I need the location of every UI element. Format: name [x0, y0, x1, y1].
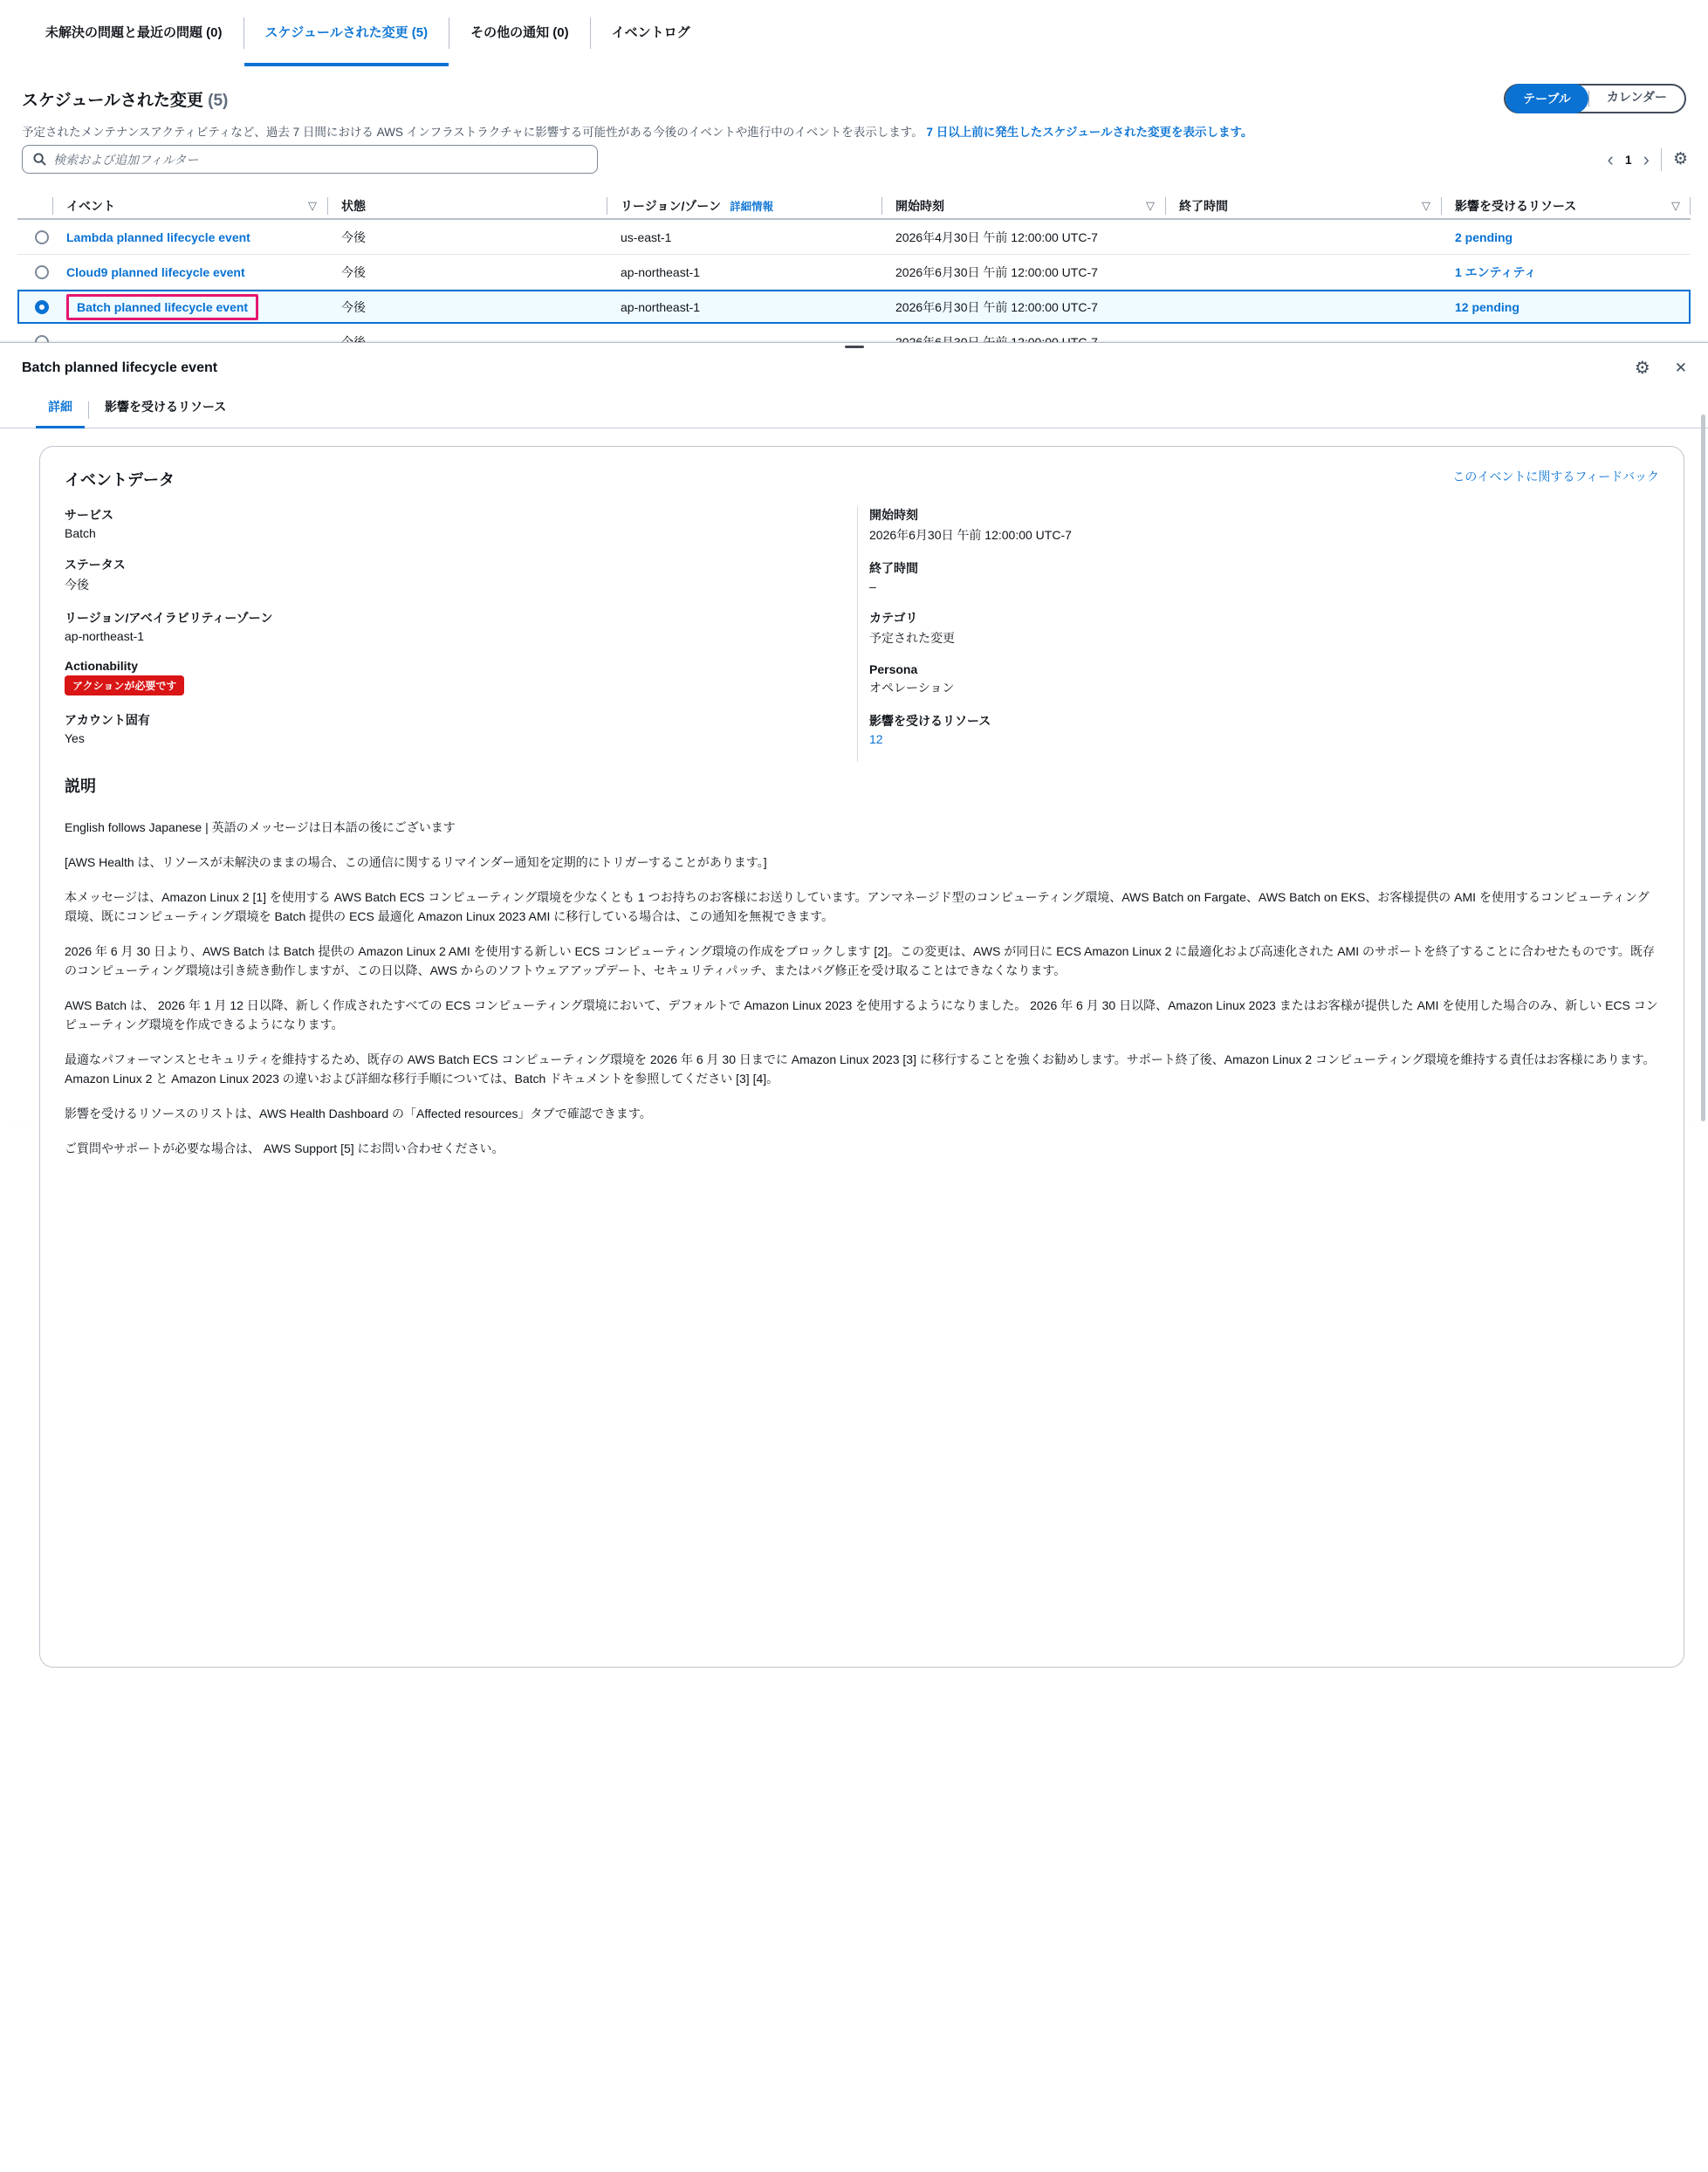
status-cell: 今後: [341, 264, 366, 279]
table-row[interactable]: [17, 220, 1691, 255]
panel-tab-bar: [0, 398, 1708, 428]
column-header-status[interactable]: [327, 194, 607, 218]
table-settings-gear-icon[interactable]: ⚙: [1672, 150, 1688, 168]
field-actionability: [65, 659, 857, 695]
field-label: ステータス: [65, 558, 126, 572]
event-data-title: イベントデータ: [65, 471, 175, 489]
panel-settings-gear-icon[interactable]: ⚙: [1634, 359, 1650, 378]
field-label: Actionability: [65, 659, 139, 673]
column-label: イベント: [66, 199, 115, 213]
status-cell: 今後: [341, 299, 366, 314]
tab-scheduled-changes[interactable]: スケジュールされた変更 (5): [244, 0, 449, 66]
event-data-grid: [65, 506, 1659, 762]
panel-tab-affected-resources[interactable]: 影響を受けるリソース: [105, 400, 227, 414]
description-paragraph: 本メッセージは、Amazon Linux 2 [1] を使用する AWS Batch ECS コンピューティング環境を少なくとも 1 つお持ちのお客様にお送りしています。アンマネージド型のコンピューティング環境、AWS Batch on Fargate、AWS Batch on EKS、お客様提供の AMI を使用するコンピューティング環境、既にコンピューティング環境を Batch 提供の ECS 最適化 Amazon Linux 2023 AMI に移行している場合は、この通知を無視できます。: [65, 890, 1650, 923]
list-header: [22, 84, 1686, 113]
field-status: [65, 556, 857, 593]
affected-resources-link[interactable]: 2 pending: [1455, 230, 1513, 244]
list-description-text: 予定されたメンテナンスアクティビティなど、過去 7 日間における AWS インフラストラクチャに影響する可能性がある今後のイベントや進行中のイベントを表示します。: [22, 126, 923, 139]
column-label: 影響を受けるリソース: [1455, 199, 1577, 213]
partially-visible-row: [17, 325, 1691, 341]
page-title-count: (5): [208, 91, 229, 110]
region-info-link[interactable]: 詳細情報: [730, 201, 774, 213]
event-link[interactable]: Cloud9 planned lifecycle event: [66, 264, 245, 279]
main-tab-bar: [0, 0, 1708, 66]
panel-close-icon[interactable]: ✕: [1674, 359, 1687, 376]
field-value: 今後: [65, 578, 89, 592]
pagination: [1608, 145, 1689, 174]
region-cell: ap-northeast-1: [621, 264, 701, 279]
field-label: リージョン/アベイラビリティーゾーン: [65, 611, 273, 625]
description-paragraph: AWS Batch は、 2026 年 1 月 12 日以降、新しく作成されたすべての ECS コンピューティング環境において、デフォルトで Amazon Linux 2023 を使用するようになりました。 2026 年 6 月 30 日以降、Amazon Linux 2023 またはお客様が提供した AMI を使用した場合のみ、新しい ECS コンピューティング環境を作成できるようになります。: [65, 998, 1658, 1031]
field-start-time: [869, 506, 1659, 544]
status-cell: 今後: [341, 230, 366, 244]
filter-icon[interactable]: ▽: [308, 199, 317, 212]
field-region-az: [65, 609, 857, 643]
field-label: 終了時間: [869, 561, 918, 575]
description-paragraph: 影響を受けるリソースのリストは、AWS Health Dashboard の「Affected resources」タブで確認できます。: [65, 1107, 652, 1120]
column-header-affected-resources[interactable]: [1441, 194, 1691, 218]
column-label: 終了時間: [1179, 199, 1228, 213]
region-cell: ap-northeast-1: [621, 299, 701, 314]
field-value: ap-northeast-1: [65, 629, 145, 643]
field-value: 2026年6月30日 午前 12:00:00 UTC-7: [869, 528, 1072, 542]
row-radio-button-selected[interactable]: [35, 300, 49, 314]
column-label: 開始時刻: [895, 199, 944, 213]
panel-title: Batch planned lifecycle event: [22, 360, 218, 375]
field-account-specific: [65, 711, 857, 745]
start-time-cell: 2026年6月30日 午前 12:00:00 UTC-7: [895, 264, 1098, 279]
column-label: 状態: [341, 199, 366, 213]
column-header-region[interactable]: [607, 194, 881, 218]
field-label: 開始時刻: [869, 508, 918, 522]
field-label: アカウント固有: [65, 713, 150, 727]
search-box: [22, 145, 598, 174]
description-paragraph: English follows Japanese | 英語のメッセージは日本語の後にございます: [65, 820, 456, 834]
event-data-left-column: [65, 506, 857, 762]
toggle-table-button[interactable]: テーブル: [1506, 84, 1588, 113]
panel-body: [39, 430, 1684, 2172]
field-value: Yes: [65, 731, 85, 745]
panel-tab-details[interactable]: 詳細: [36, 398, 85, 428]
column-header-start-time[interactable]: [881, 194, 1165, 218]
show-past-changes-link[interactable]: 7 日以上前に発生したスケジュールされた変更を表示します。: [926, 126, 1253, 139]
chevron-left-icon[interactable]: ‹: [1607, 147, 1614, 170]
field-label: カテゴリ: [869, 611, 918, 625]
start-time-cell: 2026年6月30日 午前 12:00:00 UTC-7: [895, 299, 1098, 314]
table-row-selected[interactable]: [17, 290, 1691, 325]
description-paragraph: 最適なパフォーマンスとセキュリティを維持するため、既存の AWS Batch ECS コンピューティング環境を 2026 年 6 月 30 日までに Amazon Linux 2023 [3] に移行することを強くお勧めします。サポート終了後、Amazon Linux 2 コンピューティング環境を維持する責任はお客様にあります。Amazon Linux 2 と Amazon Linux 2023 の違いおよび詳細な移行手順については、Batch ドキュメントを参照してください [3] [4]。: [65, 1052, 1656, 1086]
vertical-scrollbar[interactable]: [1701, 415, 1705, 1121]
start-time-cell: 2026年4月30日 午前 12:00:00 UTC-7: [895, 230, 1098, 244]
event-feedback-link[interactable]: このイベントに関するフィードバック: [1452, 469, 1659, 483]
search-icon: [33, 153, 46, 166]
column-header-event[interactable]: [52, 194, 327, 218]
tab-open-issues[interactable]: 未解決の問題と最近の問題 (0): [45, 24, 223, 40]
field-label: サービス: [65, 508, 113, 522]
event-data-card: [39, 446, 1684, 1668]
column-header-end-time[interactable]: [1165, 194, 1441, 218]
event-link[interactable]: Lambda planned lifecycle event: [66, 230, 250, 244]
list-description: [22, 122, 1686, 140]
page-title-text: スケジュールされた変更: [22, 91, 203, 110]
description-paragraph: [AWS Health は、リソースが未解決のままの場合、この通信に関するリマインダー通知を定期的にトリガーすることがあります。]: [65, 855, 767, 869]
annotation-highlight-box: [66, 294, 258, 320]
event-detail-panel: [0, 342, 1708, 1155]
view-toggle: [1504, 84, 1686, 113]
filter-icon[interactable]: ▽: [1422, 199, 1430, 212]
column-label: リージョン/ゾーン: [621, 199, 722, 213]
column-header-select: [17, 194, 52, 218]
search-input[interactable]: [53, 153, 586, 167]
pager-divider: [1661, 148, 1662, 171]
affected-resources-count-link[interactable]: 12: [869, 732, 883, 746]
field-label: Persona: [869, 662, 918, 676]
field-value: –: [869, 579, 876, 593]
tab-other-notifications[interactable]: その他の通知 (0): [470, 24, 569, 40]
field-end-time: [869, 559, 1659, 593]
row-radio-button[interactable]: [35, 265, 49, 279]
event-link[interactable]: Batch planned lifecycle event: [77, 299, 249, 314]
table-row[interactable]: [17, 255, 1691, 290]
field-value: 予定された変更: [869, 631, 955, 645]
affected-resources-link[interactable]: 12 pending: [1455, 299, 1519, 314]
panel-drag-handle[interactable]: [845, 346, 864, 348]
affected-resources-link[interactable]: 1 エンティティ: [1455, 264, 1537, 279]
page-number[interactable]: 1: [1624, 152, 1632, 167]
description-paragraph: 2026 年 6 月 30 日より、AWS Batch は Batch 提供の Amazon Linux 2 AMI を使用する新しい ECS コンピューティング環境の作成をブロックします [2]。この変更は、AWS が同日に ECS Amazon Linux 2 に最適化および高速化された AMI のサポートを終了することに合わせたものです。既存のコンピューティング環境は引き続き動作しますが、この日以降、AWS からのソフトウェアアップデート、セキュリティパッチ、またはバグ修正を受け取ることはできなくなります。: [65, 944, 1655, 977]
chevron-right-icon[interactable]: ›: [1643, 147, 1650, 170]
table-header-row: [17, 194, 1691, 220]
field-label: 影響を受けるリソース: [869, 714, 991, 728]
tab-event-log[interactable]: イベントログ: [611, 24, 690, 40]
event-data-right-column: [857, 506, 1659, 762]
field-value: Batch: [65, 526, 96, 540]
description-paragraph: ご質問やサポートが必要な場合は、 AWS Support [5] にお問い合わせください。: [65, 1141, 504, 1155]
description-section: [65, 774, 1659, 1158]
field-affected-resources: [869, 712, 1659, 746]
filter-icon[interactable]: ▽: [1671, 199, 1680, 212]
region-cell: us-east-1: [621, 230, 672, 244]
field-service: [65, 506, 857, 540]
field-value: オペレーション: [869, 681, 955, 695]
field-category: [869, 609, 1659, 647]
description-title: 説明: [65, 778, 96, 795]
filter-icon[interactable]: ▽: [1146, 199, 1155, 212]
field-persona: [869, 662, 1659, 696]
events-table: [17, 194, 1691, 341]
panel-header: [0, 343, 1708, 379]
panel-tab-divider: [88, 401, 89, 419]
page-title: [22, 87, 228, 111]
action-required-badge: アクションが必要です: [65, 675, 184, 695]
row-radio-button[interactable]: [35, 230, 49, 244]
toggle-calendar-button[interactable]: カレンダー: [1606, 90, 1667, 104]
